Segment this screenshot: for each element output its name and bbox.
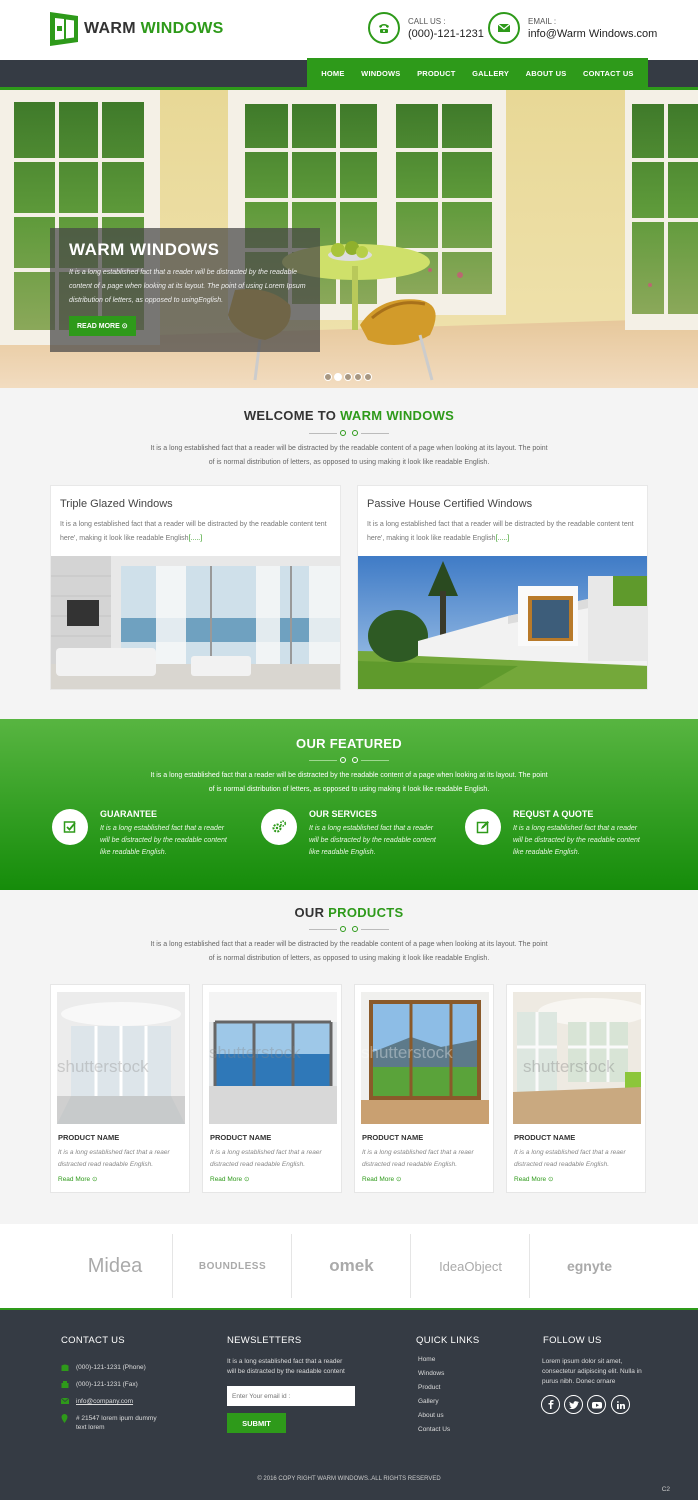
edit-icon (465, 809, 501, 845)
nav-product[interactable]: PRODUCT (417, 69, 456, 78)
featured-title: OUR FEATURED (296, 736, 402, 751)
map-pin-icon (61, 1414, 71, 1425)
hero-text: It is a long established fact that a reader will be distracted by the readable content of a page when looking at its layout. The point of using Lorem Ipsum distribution of letters, as opposed to usingEnglish. (69, 269, 306, 304)
slider-dot[interactable] (354, 373, 362, 381)
site-footer (0, 1310, 698, 1500)
footer-link-home[interactable]: Home (418, 1356, 436, 1363)
product-read-more[interactable]: Read More ⊙ (514, 1176, 554, 1183)
nav-about-us[interactable]: ABOUT US (525, 69, 567, 78)
email-block[interactable] (488, 12, 657, 44)
slider-dot[interactable] (364, 373, 372, 381)
product-card[interactable] (50, 984, 190, 1193)
product-read-more[interactable]: Read More ⊙ (58, 1176, 98, 1183)
feature-title: GUARANTEE (100, 809, 158, 819)
gears-icon (261, 809, 297, 845)
brand-boundless-logo[interactable]: BOUNDLESS (198, 1260, 267, 1272)
footer-contact-title: CONTACT US (61, 1335, 125, 1346)
product-card[interactable] (202, 984, 342, 1193)
brand-omek-logo[interactable]: omek (329, 1256, 374, 1275)
feature-guarantee[interactable] (52, 809, 232, 859)
feature-quote[interactable] (465, 809, 645, 859)
call-us-block[interactable] (368, 12, 484, 44)
product-text: It is a long established fact that a reaer distracted read readable English. (362, 1149, 474, 1168)
section-ornament (309, 430, 389, 438)
slider-dot[interactable] (334, 373, 342, 381)
slider-dots (324, 373, 374, 381)
hero-title: WARM WINDOWS (69, 240, 220, 259)
product-name: PRODUCT NAME (58, 1133, 120, 1142)
product-image (57, 992, 185, 1124)
watermark-text: shutterstock (523, 1057, 615, 1076)
facebook-icon[interactable] (541, 1395, 560, 1414)
card-title: Triple Glazed Windows (60, 498, 173, 510)
card-more-link[interactable]: [.....] (188, 535, 203, 542)
card-more-link[interactable]: [.....] (495, 535, 510, 542)
product-card[interactable] (354, 984, 494, 1193)
product-text: It is a long established fact that a reaer distracted read readable English. (58, 1149, 170, 1168)
footer-address: # 21547 lorem ipum dummy text lorem (61, 1414, 157, 1432)
welcome-text: It is a long established fact that a reader will be distracted by the readable content of a page when looking at its layout. The point of is normal distribution of letters, as opposed to using making it look like readable English. (150, 445, 548, 466)
arrow-circle-icon: ⊙ (91, 1176, 98, 1183)
footer-link-gallery[interactable]: Gallery (418, 1398, 439, 1405)
envelope-icon (61, 1398, 71, 1406)
welcome-title: WELCOME TO WARM WINDOWS (243, 408, 455, 423)
section-ornament (309, 757, 389, 765)
footer-fax: (000)-121-1231 (Fax) (61, 1381, 138, 1390)
nav-contact-us[interactable]: CONTACT US (583, 69, 634, 78)
product-name: PRODUCT NAME (210, 1133, 272, 1142)
main-menu (307, 58, 648, 89)
feature-title: OUR SERVICES (309, 809, 377, 819)
envelope-icon (488, 12, 520, 44)
product-name: PRODUCT NAME (362, 1133, 424, 1142)
linkedin-icon[interactable] (611, 1395, 630, 1414)
modern-house-image (358, 556, 647, 689)
hero-slider (0, 90, 698, 388)
window-logo-icon (50, 12, 78, 46)
product-image (209, 992, 337, 1124)
card-title: Passive House Certified Windows (367, 498, 533, 510)
feature-services[interactable] (261, 809, 441, 859)
call-label: CALL US : (408, 16, 446, 26)
watermark-text: shutterstock (209, 1043, 301, 1062)
feature-text: It is a long established fact that a reader will be distracted by the readable content like readable English. (309, 825, 436, 856)
featured-section (0, 719, 698, 890)
product-read-more[interactable]: Read More ⊙ (362, 1176, 402, 1183)
product-card[interactable] (506, 984, 646, 1193)
footer-link-windows[interactable]: Windows (418, 1370, 445, 1377)
copyright-text: © 2016 COPY RIGHT WARM WINDOWS..ALL RIGHTS RESERVED (257, 1476, 441, 1482)
footer-link-product[interactable]: Product (418, 1384, 441, 1391)
product-text: It is a long established fact that a reaer distracted read readable English. (210, 1149, 322, 1168)
feature-text: It is a long established fact that a reader will be distracted by the readable content like readable English. (100, 825, 227, 856)
slider-dot[interactable] (324, 373, 332, 381)
feature-title: REQUST A QUOTE (513, 809, 594, 819)
living-room-image (51, 556, 340, 689)
product-text: It is a long established fact that a reaer distracted read readable English. (514, 1149, 626, 1168)
footer-phone: (000)-121-1231 (Phone) (61, 1364, 146, 1373)
email-address[interactable]: info@Warm Windows.com (528, 27, 658, 40)
products-text: It is a long established fact that a reader will be distracted by the readable content of a page when looking at its layout. The point of is normal distribution of letters, as opposed to using making it look like readable English. (150, 941, 548, 962)
card-text: It is a long established fact that a reader will be distracted by the readable content tent here', making it look like readable English[.....] (60, 521, 327, 542)
site-header (0, 0, 698, 60)
product-image (361, 992, 489, 1124)
brand-name: WARM WINDOWS (84, 20, 224, 37)
phone-icon (368, 12, 400, 44)
footer-follow-title: FOLLOW US (543, 1335, 602, 1346)
card-triple-glazed[interactable] (50, 485, 341, 690)
footer-newsletter-title: NEWSLETTERS (227, 1335, 302, 1346)
product-read-more[interactable]: Read More ⊙ (210, 1176, 250, 1183)
slider-dot[interactable] (344, 373, 352, 381)
email-label: EMAIL : (528, 16, 557, 26)
brand-egnyte-logo[interactable]: egnyte (566, 1258, 613, 1274)
card-text: It is a long established fact that a reader will be distracted by the readable content tent here', making it look like readable English[.....] (367, 521, 634, 542)
arrow-circle-icon: ⊙ (395, 1176, 402, 1183)
newsletter-submit-button[interactable]: SUBMIT (227, 1413, 286, 1433)
product-name: PRODUCT NAME (514, 1133, 576, 1142)
arrow-circle-icon: ⊙ (121, 323, 128, 330)
call-number[interactable]: (000)-121-1231 (408, 27, 484, 40)
nav-bar (0, 60, 698, 87)
watermark-text: shutterstock (361, 1043, 453, 1062)
featured-text: It is a long established fact that a reader will be distracted by the readable content of a page when looking at its layout. The point of is normal distribution of letters, as opposed to using making it look like readable English. (150, 772, 548, 793)
product-image (513, 992, 641, 1124)
footer-code: C2 (661, 1486, 670, 1493)
nav-gallery[interactable]: GALLERY (472, 69, 510, 78)
footer-link-about[interactable]: About us (418, 1412, 444, 1419)
checkbox-icon (52, 809, 88, 845)
arrow-circle-icon: ⊙ (547, 1176, 554, 1183)
youtube-icon[interactable] (587, 1395, 606, 1414)
nav-home[interactable]: HOME (321, 69, 345, 78)
phone-icon (61, 1364, 71, 1373)
brand-logos-strip (0, 1224, 698, 1310)
twitter-icon[interactable] (564, 1395, 583, 1414)
watermark-text: shutterstock (57, 1057, 149, 1076)
footer-links-title: QUICK LINKS (416, 1335, 480, 1346)
brand-midea-logo[interactable]: Midea (87, 1254, 143, 1277)
follow-text: Lorem ipsum dolor sit amet, consectetur adipiscing elit. Nulla in purus nibh. Donec ornare (542, 1358, 642, 1385)
section-ornament (309, 926, 389, 934)
logo[interactable] (50, 12, 224, 46)
newsletter-text: It is a long established fact that a reader will be distracted by the readable content (227, 1358, 345, 1375)
hero-read-more-button[interactable]: READ MORE ⊙ (69, 316, 136, 336)
footer-email[interactable]: info@company.com (61, 1398, 133, 1406)
hero-caption-box (50, 228, 320, 352)
arrow-circle-icon: ⊙ (243, 1176, 250, 1183)
fax-icon (61, 1381, 71, 1390)
feature-text: It is a long established fact that a reader will be distracted by the readable content like readable English. (513, 825, 640, 856)
products-title: OUR PRODUCTS (294, 905, 404, 920)
nav-windows[interactable]: WINDOWS (361, 69, 401, 78)
footer-link-contact[interactable]: Contact Us (418, 1426, 451, 1433)
newsletter-email-input[interactable] (227, 1386, 355, 1406)
card-passive-house[interactable] (357, 485, 648, 690)
brand-ideaobject-logo[interactable]: IdeaObject (439, 1258, 502, 1274)
